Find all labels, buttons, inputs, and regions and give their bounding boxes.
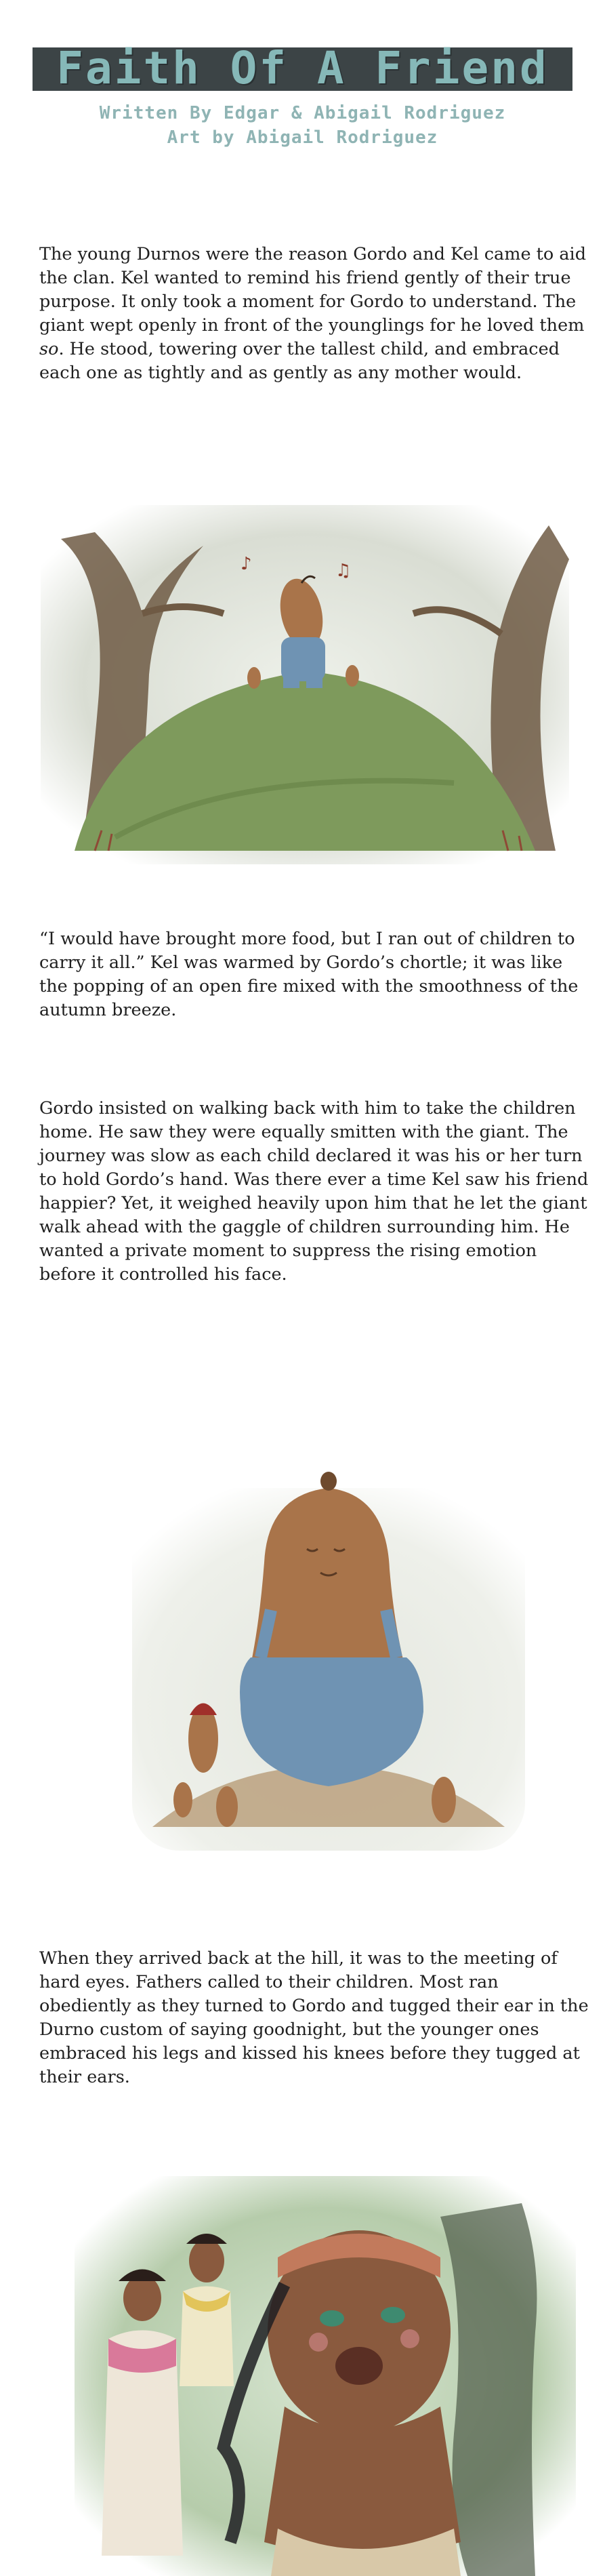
byline-writers: Written By Edgar & Abigail Rodriguez [99, 103, 506, 123]
illustration-gordo-with-children [125, 1447, 532, 1857]
story-paragraph-3: Gordo insisted on walking back with him to take the children home. He saw they were equally smitten with the giant. The journey was slow as each child declared it was his or her turn to hold Gordo’s hand. Was there ever a time Kel saw his friend happier? Yet, it weighed heavily upon him that he let the giant walk ahead with the gaggle of children surrounding him. He wanted a private moment to suppress the rising emotion before it controlled his face. [39, 1098, 589, 1285]
illustration-children-goodnight [61, 2162, 589, 2576]
byline-art: Art by Abigail Rodriguez [167, 127, 438, 148]
svg-text:♫: ♫ [335, 561, 352, 581]
story-paragraph-4: When they arrived back at the hill, it was to the meeting of hard eyes. Fathers called to their children. Most ran obediently as they turned to Gordo and tugged their ear in the Durno custom of saying goodnight, but the younger ones embraced his legs and kissed his knees before they tugged at their ears. [39, 1948, 589, 2087]
page-title: Faith Of A Friend [56, 42, 549, 94]
svg-text:♪: ♪ [241, 554, 252, 574]
story-paragraph-1: The young Durnos were the reason Gordo and Kel came to aid the clan. Kel wanted to remind his friend gently of their true purpose. It only took a moment for Gordo to understand. The giant wept openly in front of the younglings for he loved them so. He stood, towering over the tallest child, and embraced each one as tightly and as gently as any mother would. [39, 244, 587, 383]
illustration-gordo-on-hill [34, 498, 576, 874]
story-paragraph-2: “I would have brought more food, but I ran out of children to carry it all.” Kel was warmed by Gordo’s chortle; it was like the popping of an open fire mixed with the smoothness of the autumn breeze. [39, 929, 579, 1020]
